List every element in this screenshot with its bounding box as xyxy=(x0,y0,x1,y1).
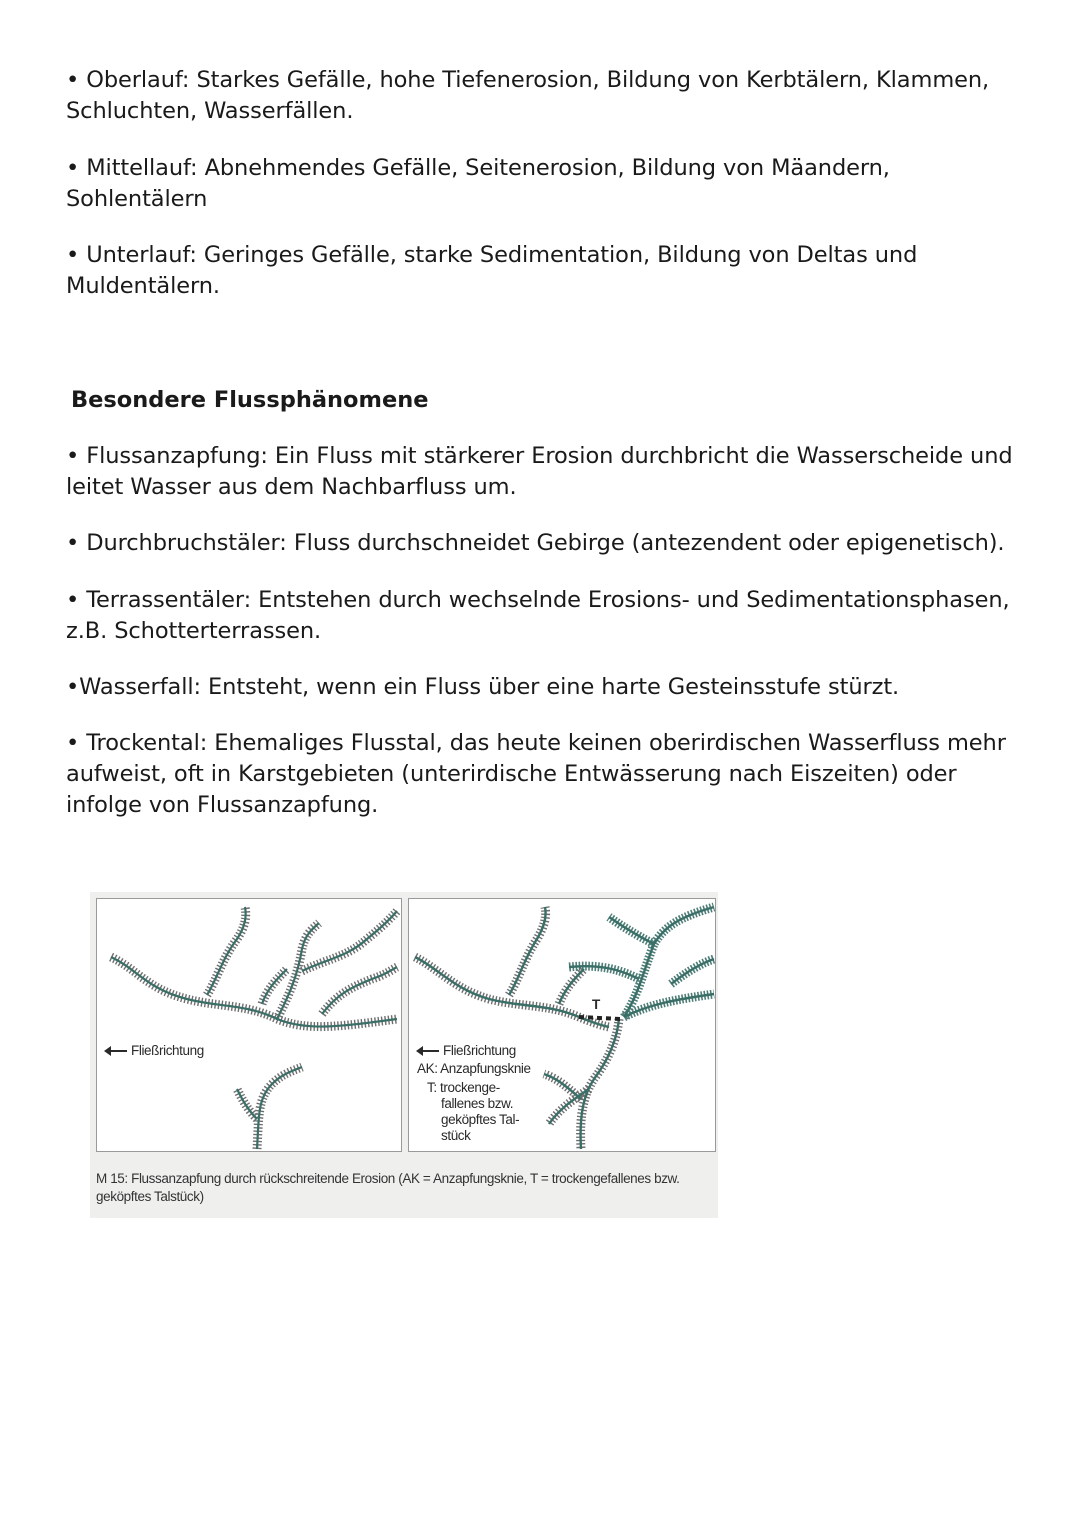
legend-flow-direction: Fließrichtung xyxy=(421,1043,516,1058)
legend-t-line-1: T: trockenge- xyxy=(427,1080,500,1095)
item-terrassentaeler: • Terrassentäler: Entstehen durch wechselnde Erosions- und Sedimentationsphasen, z.B. Schotterterrassen. xyxy=(66,587,1010,644)
legend-flow-direction: Fließrichtung xyxy=(109,1043,204,1058)
paragraph-unterlauf: • Unterlauf: Geringes Gefälle, starke Sedimentation, Bildung von Deltas und Muldentälern. xyxy=(66,242,918,299)
section-heading: Besondere Flussphänomene xyxy=(71,387,429,413)
marker-ak: AK xyxy=(631,1037,649,1052)
legend-t-line-2: fallenes bzw. xyxy=(441,1096,514,1111)
figure-panel-after xyxy=(408,898,716,1152)
marker-t: T xyxy=(592,997,600,1012)
item-trockental: • Trockental: Ehemaliges Flusstal, das heute keinen oberirdischen Wasserfluss mehr aufweist, oft in Karstgebieten (unterirdische Entwässerung nach Eiszeiten) oder infolge von Flussanzapfung. xyxy=(66,730,1006,818)
arrow-left-icon xyxy=(421,1050,439,1052)
item-wasserfall: •Wasserfall: Entsteht, wenn ein Fluss über eine harte Gesteinsstufe stürzt. xyxy=(66,674,900,700)
figure-panel-before xyxy=(96,898,402,1152)
river-capture-figure xyxy=(90,892,718,1218)
legend-t-line-3: geköpftes Tal- xyxy=(441,1112,520,1127)
legend-t-line-4: stück xyxy=(441,1128,471,1143)
arrow-left-icon xyxy=(109,1050,127,1052)
river-network-before xyxy=(97,899,402,1152)
item-flussanzapfung: • Flussanzapfung: Ein Fluss mit stärkerer Erosion durchbricht die Wasserscheide und leitet Wasser aus dem Nachbarfluss um. xyxy=(66,443,1013,500)
legend-anzapfungsknie: AK: Anzapfungsknie xyxy=(417,1061,531,1076)
paragraph-oberlauf: • Oberlauf: Starkes Gefälle, hohe Tiefenerosion, Bildung von Kerbtälern, Klammen, Schluchten, Wasserfällen. xyxy=(66,67,990,124)
item-durchbruchstaeler: • Durchbruchstäler: Fluss durchschneidet Gebirge (antezendent oder epigenetisch). xyxy=(66,530,1005,556)
paragraph-mittellauf: • Mittellauf: Abnehmendes Gefälle, Seitenerosion, Bildung von Mäandern, Sohlentälern xyxy=(66,155,890,212)
figure-caption: M 15: Flussanzapfung durch rückschreitende Erosion (AK = Anzapfungsknie, T = trockengefallenes bzw. geköpftes Talstück) xyxy=(96,1171,680,1204)
